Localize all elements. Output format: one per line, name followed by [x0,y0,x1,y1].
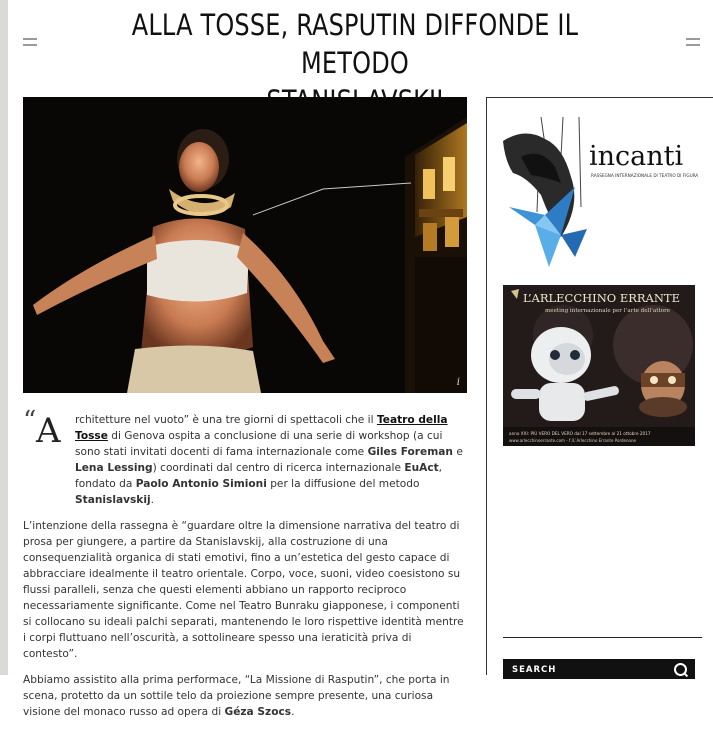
arlecchino-title: L’ARLECCHINO ERRANTE [523,291,680,305]
text-run: . [291,706,295,718]
search-bar[interactable] [503,659,695,679]
article-paragraph-3 [23,672,467,720]
text-run: rchitetture nel vuoto” è una tre giorni di spettacoli che il [75,414,377,426]
text-run: , fondato da [75,462,443,490]
sidebar-divider [503,637,702,638]
text-run: Abbiamo assistito alla prima performace, “La Missione di Rasputin”, che porta in scena, protetto da un sottile telo da proiezione sempre presente, una curiosa visione del monaco russo ad opera di [23,674,450,718]
name-lena-lessing: Lena Lessing [75,462,153,474]
arlecchino-poster [503,285,695,446]
arlecchino-dates: anno XXI: PIÙ VERO DEL VERO dal 17 settembre al 21 ottobre 2017 [509,431,651,436]
article-paragraph-1 [23,406,467,508]
name-euact: EuAct [404,462,439,474]
name-paolo-antonio-simioni: Paolo Antonio Simioni [135,478,267,490]
text-run: di Genova ospita a conclusione di una serie di workshop (a cui sono stati invitati docenti di fama internazionale come [75,430,443,458]
teatro-della-tosse-link[interactable]: Teatro della Tosse [75,414,448,442]
search-icon[interactable] [674,663,687,676]
incanti-banner[interactable] [501,117,701,269]
text-run: ) coordinati dal centro di ricerca internazionale [152,462,405,474]
name-stanislavskij: Stanislavskij [75,494,151,506]
left-edge-rule [0,0,8,675]
hero-image [23,97,467,393]
menu-toggle-left-icon[interactable] [23,38,37,46]
dropcap: A [36,411,61,451]
search-label: SEARCH [512,665,557,675]
text-run: per la diffusione del metodo [266,478,420,490]
name-geza-szocs: Géza Szocs [224,706,292,718]
text-run: e [452,446,463,458]
arlecchino-subtitle: meeting internazionale per l’arte dell’attore [545,308,671,314]
page-title-line1: ALLA TOSSE, RASPUTIN DIFFONDE IL METODO [131,8,579,80]
quote-mark: “ [23,406,37,436]
incanti-subtitle: RASSEGNA INTERNAZIONALE DI TEATRO DI FIGURA [591,173,699,178]
paragraph-1-text [23,412,467,508]
arlecchino-url: www.arlecchinoerrante.com - f /L’Arlecchino Errante Pordenone [509,438,636,443]
info-icon[interactable]: i [456,377,460,388]
incanti-logo [501,117,701,269]
article-body [23,406,467,730]
text-run: . [150,494,154,506]
incanti-wordmark: incanti [589,141,684,172]
menu-toggle-right-icon[interactable] [686,38,700,46]
name-giles-foreman: Giles Foreman [367,446,453,458]
article-paragraph-2: L’intenzione della rassegna è “guardare oltre la dimensione narrativa del teatro di prosa per giungere, a partire da Stanislavskij, alla costruzione di una consequenzialità organica di stati emotivi, fino a un’estetica del gesto capace di abbracciare idealmente il teatro orientale. Corpo, voce, suoni, video coesistono su flussi paralleli, senza che questi elementi abbiano un rapporto reciproco necessariamente significante. Come nel Teatro Bunraku giapponese, i componenti si collocano su ideali palchi separati, mantenendo le loro rispettive identità mentre i corpi fluttuano nell’oscurità, a sottolineare spesso una ieraticità priva di contesto”. [23,520,464,660]
hero-performer-photo [23,97,467,393]
arlecchino-errante-banner[interactable] [503,285,695,446]
